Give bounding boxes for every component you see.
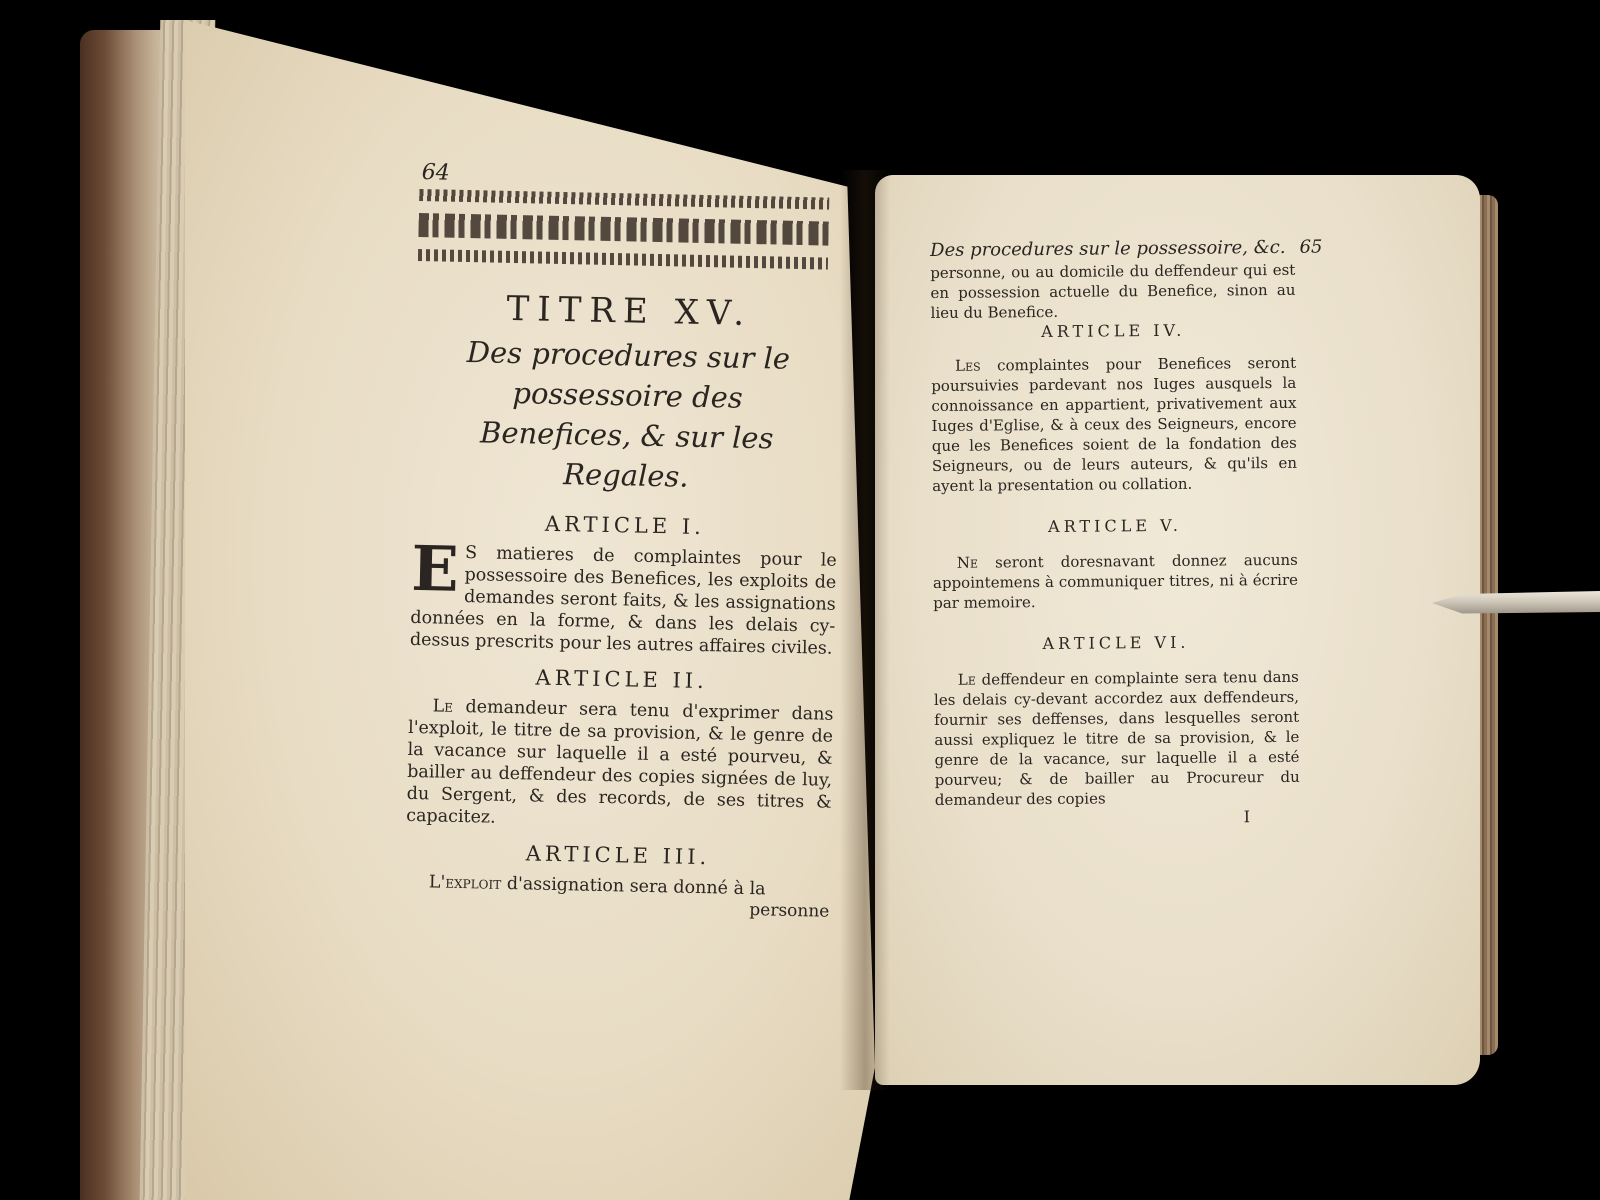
signature-mark: I: [1243, 807, 1251, 827]
page-number-left: 64: [421, 160, 450, 186]
article-heading: ARTICLE IV.: [1041, 320, 1186, 342]
article-heading: ARTICLE III.: [525, 841, 711, 870]
article-heading: ARTICLE VI.: [1042, 632, 1190, 654]
continuation-text: personne, ou au domicile du deffendeur qui est en possession actuelle du Benefice, sinon au lieu du Benefice.: [930, 260, 1296, 322]
article-lead: Ne: [956, 553, 979, 572]
ornamental-headpiece: [418, 189, 830, 278]
page-number-right: 65: [1299, 236, 1323, 258]
article-heading: ARTICLE I.: [544, 511, 706, 540]
gutter-shadow: [840, 170, 890, 1090]
article-body: [931, 353, 1297, 496]
article-body: [409, 531, 837, 660]
subtitle-line-2: Benefices, & sur les Regales.: [479, 415, 774, 494]
article-text: d'assignation sera donné à la: [501, 873, 766, 900]
article-text: complaintes pour Benefices seront poursuivies pardevant nos Iuges ausquels la connoissance en appartient, privativement aux Iuges d'Eglise, & à ceux des Seigneurs, encore que les Benefices soient de la fondation des Seigneurs, ou de leurs auteurs, & qu'ils en ayent la presentation ou collation.: [931, 353, 1298, 495]
chapter-title: TITRE XV.: [506, 288, 753, 334]
article-body: [933, 550, 1299, 613]
article-lead: L'exploit: [428, 872, 502, 894]
article-lead: Le: [957, 670, 976, 689]
left-page-text: [404, 160, 845, 922]
article-text: demandeur sera tenu d'exprimer dans l'exploit, le titre de sa provision, & le genre de la vacance sur laquelle il a esté pourveu, & bailler au deffendeur des copies signées de luy, du Sergent, & des records, de ses titres & capacitez.: [406, 696, 834, 828]
article-lead: Les: [955, 356, 981, 375]
article-lead: Le: [432, 696, 454, 717]
right-page-text: [930, 236, 1323, 829]
running-head: [930, 236, 1323, 261]
article-heading: ARTICLE II.: [535, 665, 708, 694]
catchword: personne: [749, 900, 830, 922]
article-text: deffendeur en complainte sera tenu dans les delais cy-devant accordez aux deffendeurs, fournir ses deffenses, dans lesquelles seront aussi expliquez le titre de sa provision, & le genre de la vacance, sur laquelle il a esté pourveu; & de bailler au Procureur du demandeur des copies: [933, 667, 1300, 809]
chapter-subtitle: [413, 331, 841, 500]
article-text: S matieres de complaintes pour le possessoire des Benefices, les exploits de demandes seront faits, & les assignations données en la forme, & dans les delais cy-dessus prescrits pour les autres affaires civiles.: [409, 543, 837, 659]
article-heading: ARTICLE V.: [1048, 515, 1182, 536]
drop-cap: E: [410, 531, 460, 606]
running-head-title: Des procedures sur le possessoire, &c.: [930, 236, 1286, 261]
article-body: [934, 667, 1300, 810]
article-body: [406, 695, 834, 836]
article-text: seront doresnavant donnez aucuns appointemens à communiquer titres, ni à écrire par memoire.: [932, 550, 1299, 612]
subtitle-line-1: Des procedures sur le possessoire des: [466, 335, 791, 415]
